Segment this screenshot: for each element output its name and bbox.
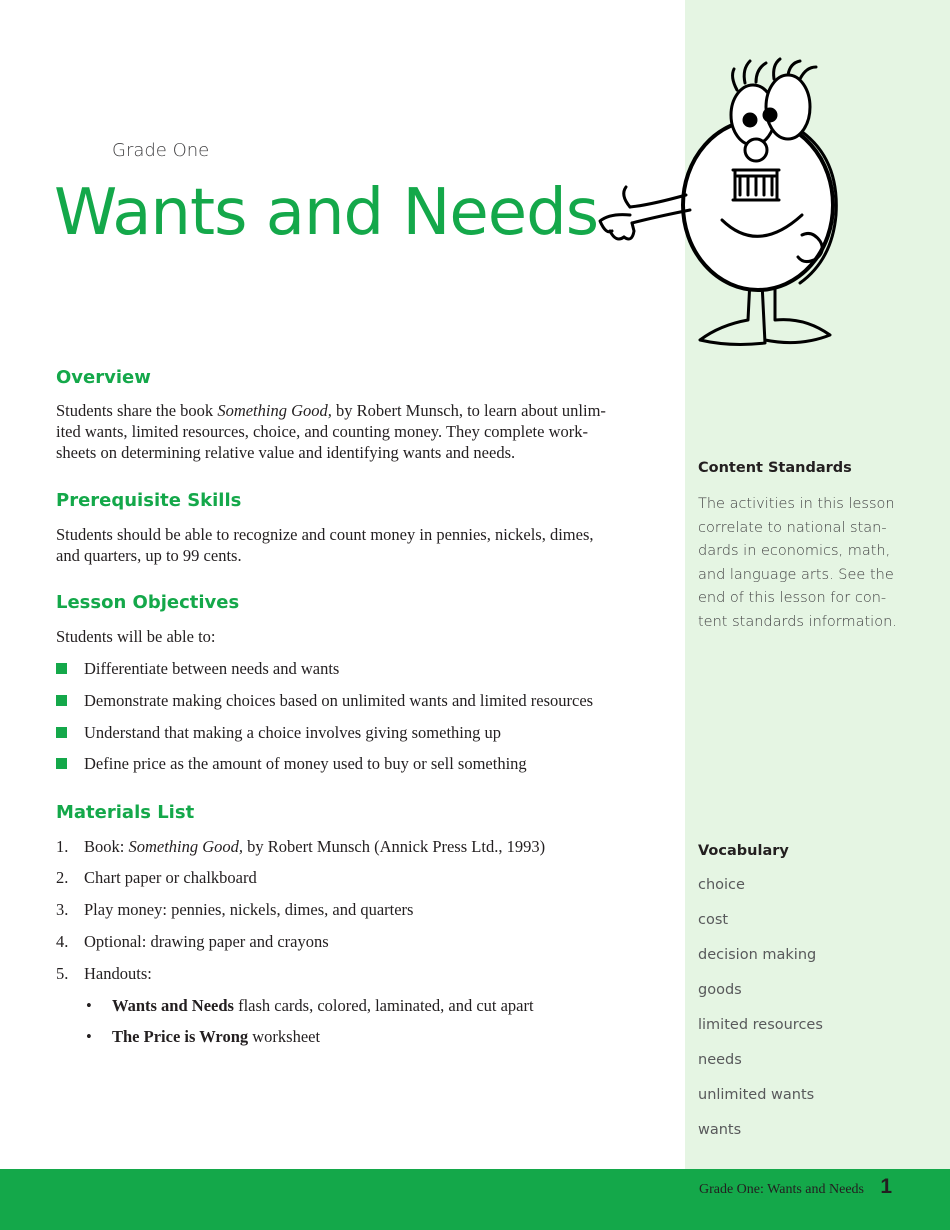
prereq-line-1: Students should be able to recognize and count money in pennies, nickels, dimes,	[56, 525, 594, 544]
vocab-item: cost	[698, 912, 729, 928]
standards-heading: Content Standards	[698, 460, 852, 476]
overview-line-3: sheets on determining relative value and identifying wants and needs.	[56, 443, 516, 462]
overview-line-2: ited wants, limited resources, choice, and counting money. They complete work-	[56, 422, 588, 441]
vocab-item: needs	[698, 1052, 742, 1068]
vocabulary-heading: Vocabulary	[698, 843, 789, 859]
objectives-intro: Students will be able to:	[56, 627, 216, 646]
bullet-square-icon	[56, 727, 67, 738]
vocab-item: limited resources	[698, 1017, 823, 1033]
prereq-line-2: and quarters, up to 99 cents.	[56, 546, 242, 565]
standards-text: The activities in this lesson correlate to national stan- dards in economics, math, and language arts. See the end of this lesson for con- tent standards information.	[698, 496, 897, 630]
vocab-item: choice	[698, 877, 745, 893]
materials-item: Optional: drawing paper and crayons	[84, 932, 329, 951]
materials-item: Chart paper or chalkboard	[84, 868, 257, 887]
page-number: 1	[880, 1175, 892, 1198]
materials-num: 3.	[56, 900, 69, 919]
handout-item: The Price is Wrong worksheet	[112, 1027, 321, 1046]
overview-heading: Overview	[56, 367, 151, 388]
overview-line-1: Students share the book Something Good, by Robert Munsch, to learn about unlim-	[56, 401, 606, 420]
bullet-square-icon	[56, 663, 67, 674]
materials-item: Handouts:	[84, 964, 152, 983]
vocab-item: wants	[698, 1122, 742, 1138]
materials-num: 4.	[56, 932, 69, 951]
vocab-item: unlimited wants	[698, 1087, 815, 1103]
footer-bar	[0, 1169, 950, 1230]
materials-item: Book: Something Good, by Robert Munsch (Annick Press Ltd., 1993)	[84, 837, 546, 856]
bullet-square-icon	[56, 695, 67, 706]
page-title: Wants and Needs	[54, 176, 599, 250]
materials-item: Play money: pennies, nickels, dimes, and quarters	[84, 900, 414, 919]
materials-num: 1.	[56, 837, 69, 856]
materials-heading: Materials List	[56, 802, 195, 823]
materials-num: 5.	[56, 964, 69, 983]
prereq-heading: Prerequisite Skills	[56, 490, 242, 511]
objectives-heading: Lesson Objectives	[56, 592, 240, 613]
bullet-dot: •	[86, 1027, 92, 1046]
vocab-item: decision making	[698, 947, 817, 963]
objective-item: Demonstrate making choices based on unlimited wants and limited resources	[84, 691, 594, 710]
objective-item: Understand that making a choice involves giving something up	[84, 723, 502, 742]
bullet-square-icon	[56, 758, 67, 769]
bullet-dot: •	[86, 996, 92, 1015]
footer-title: Grade One: Wants and Needs	[698, 1182, 864, 1197]
vocab-item: goods	[698, 982, 742, 998]
materials-num: 2.	[56, 868, 69, 887]
coin-mascot-icon	[590, 55, 870, 350]
grade-label: Grade One	[112, 140, 210, 161]
handout-item: Wants and Needs flash cards, colored, laminated, and cut apart	[112, 996, 534, 1015]
objective-item: Define price as the amount of money used to buy or sell something	[84, 754, 527, 773]
objective-item: Differentiate between needs and wants	[84, 659, 340, 678]
